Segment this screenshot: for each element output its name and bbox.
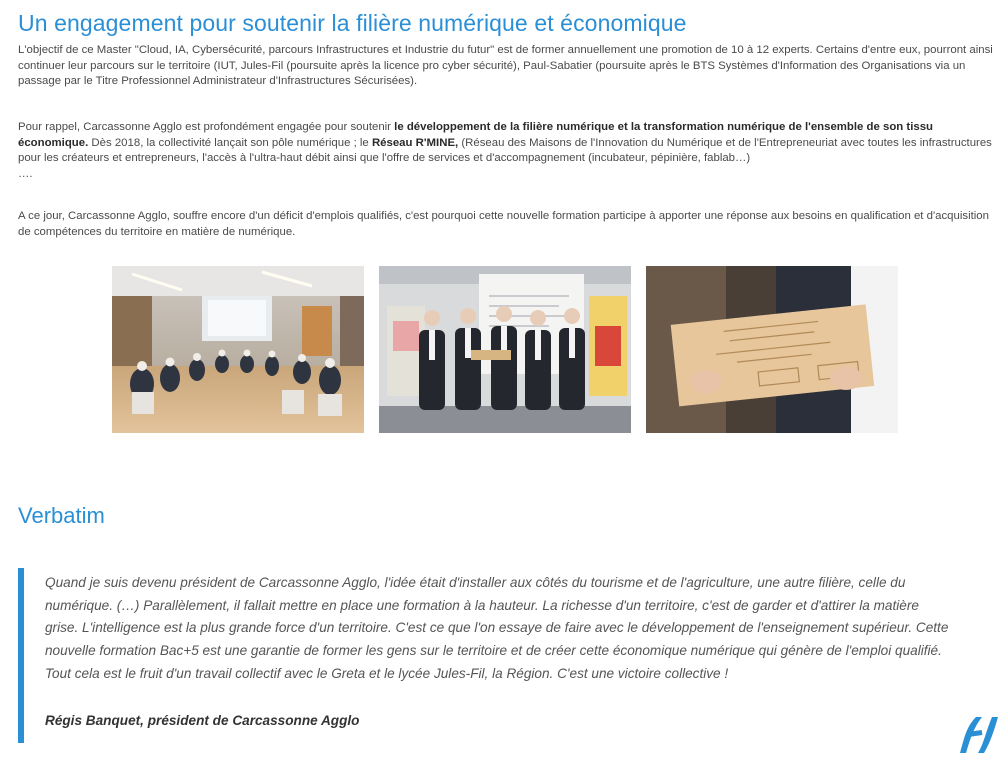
engagement-text-2: Dès 2018, la collectivité lançait son pôle numérique ; le	[88, 136, 372, 149]
verbatim-blockquote	[18, 568, 948, 743]
engagement-bold-1: le développement de la filière numérique et la transformation numérique de l'ensemble de son tissu économique.	[18, 121, 933, 149]
engagement-paragraph	[18, 120, 993, 182]
engagement-text-3: (Réseau des Maisons de l'Innovation du Numérique et de l'Entrepreneuriat avec toutes les infrastructures pour les créateurs et entrepreneurs, l'accès à l'ultra-haut débit ainsi que l'offre de services et d'accompagnement (incubateur, pépinière, fablab…)	[18, 136, 992, 164]
intro-paragraph: L'objectif de ce Master "Cloud, IA, Cybersécurité, parcours Infrastructures et Industrie du futur" est de former annuellement une promotion de 10 à 12 experts. Certains d'entre eux, pourront ainsi continuer leur parcours sur le territoire (IUT, Jules-Fil (poursuite après la licence pro cyber sécurité), Paul-Sabatier (poursuite après le BTS Systèmes d'Information des Organisations via un passage par le Titre Professionnel Administrateur d'Infrastructures Sécurisées).	[18, 44, 993, 87]
photo-conference-room[interactable]	[112, 266, 364, 433]
quote-author: Régis Banquet, président de Carcassonne Agglo	[45, 713, 360, 728]
verbatim-title: Verbatim	[18, 503, 105, 528]
rmine-link[interactable]: Réseau R'MINE,	[371, 136, 459, 149]
quote-text: Quand je suis devenu président de Carcassonne Agglo, l'idée était d'installer aux côtés du tourisme et de l'agriculture, une autre filière, celle du numérique. (…) Parallèlement, il fallait mettre en place une formation à la hauteur. La richesse d'un territoire, c'est de garder et d'attirer la matière grise. L'intelligence est la plus grande force d'un territoire. C'est ce que l'on essaye de faire avec le développement de l'enseignement supérieur. Cette nouvelle formation Bac+5 est une garantie de former les gens sur le territoire et de créer cette économique numérique qui génère de l'emploi qualifié. Tout cela est le fruit d'un travail collectif avec le Greta et le lycée Jules-Fil, la Région. C'est une victoire collective !	[45, 575, 949, 681]
brand-logo-icon[interactable]	[954, 709, 1000, 760]
deficit-paragraph: A ce jour, Carcassonne Agglo, souffre encore d'un déficit d'emplois qualifiés, c'est pourquoi cette nouvelle formation participe à apporter une réponse aux besoins en qualification et d'acquisition de compétences du territoire en matière de numérique.	[18, 210, 989, 238]
photo-group-plaque[interactable]	[379, 266, 631, 433]
engagement-ellipsis: ….	[18, 167, 33, 180]
photo-wooden-plaque[interactable]	[646, 266, 898, 433]
section-title: Un engagement pour soutenir la filière numérique et économique	[18, 10, 687, 36]
engagement-text-1: Pour rappel, Carcassonne Agglo est profondément engagée pour soutenir	[18, 121, 395, 133]
